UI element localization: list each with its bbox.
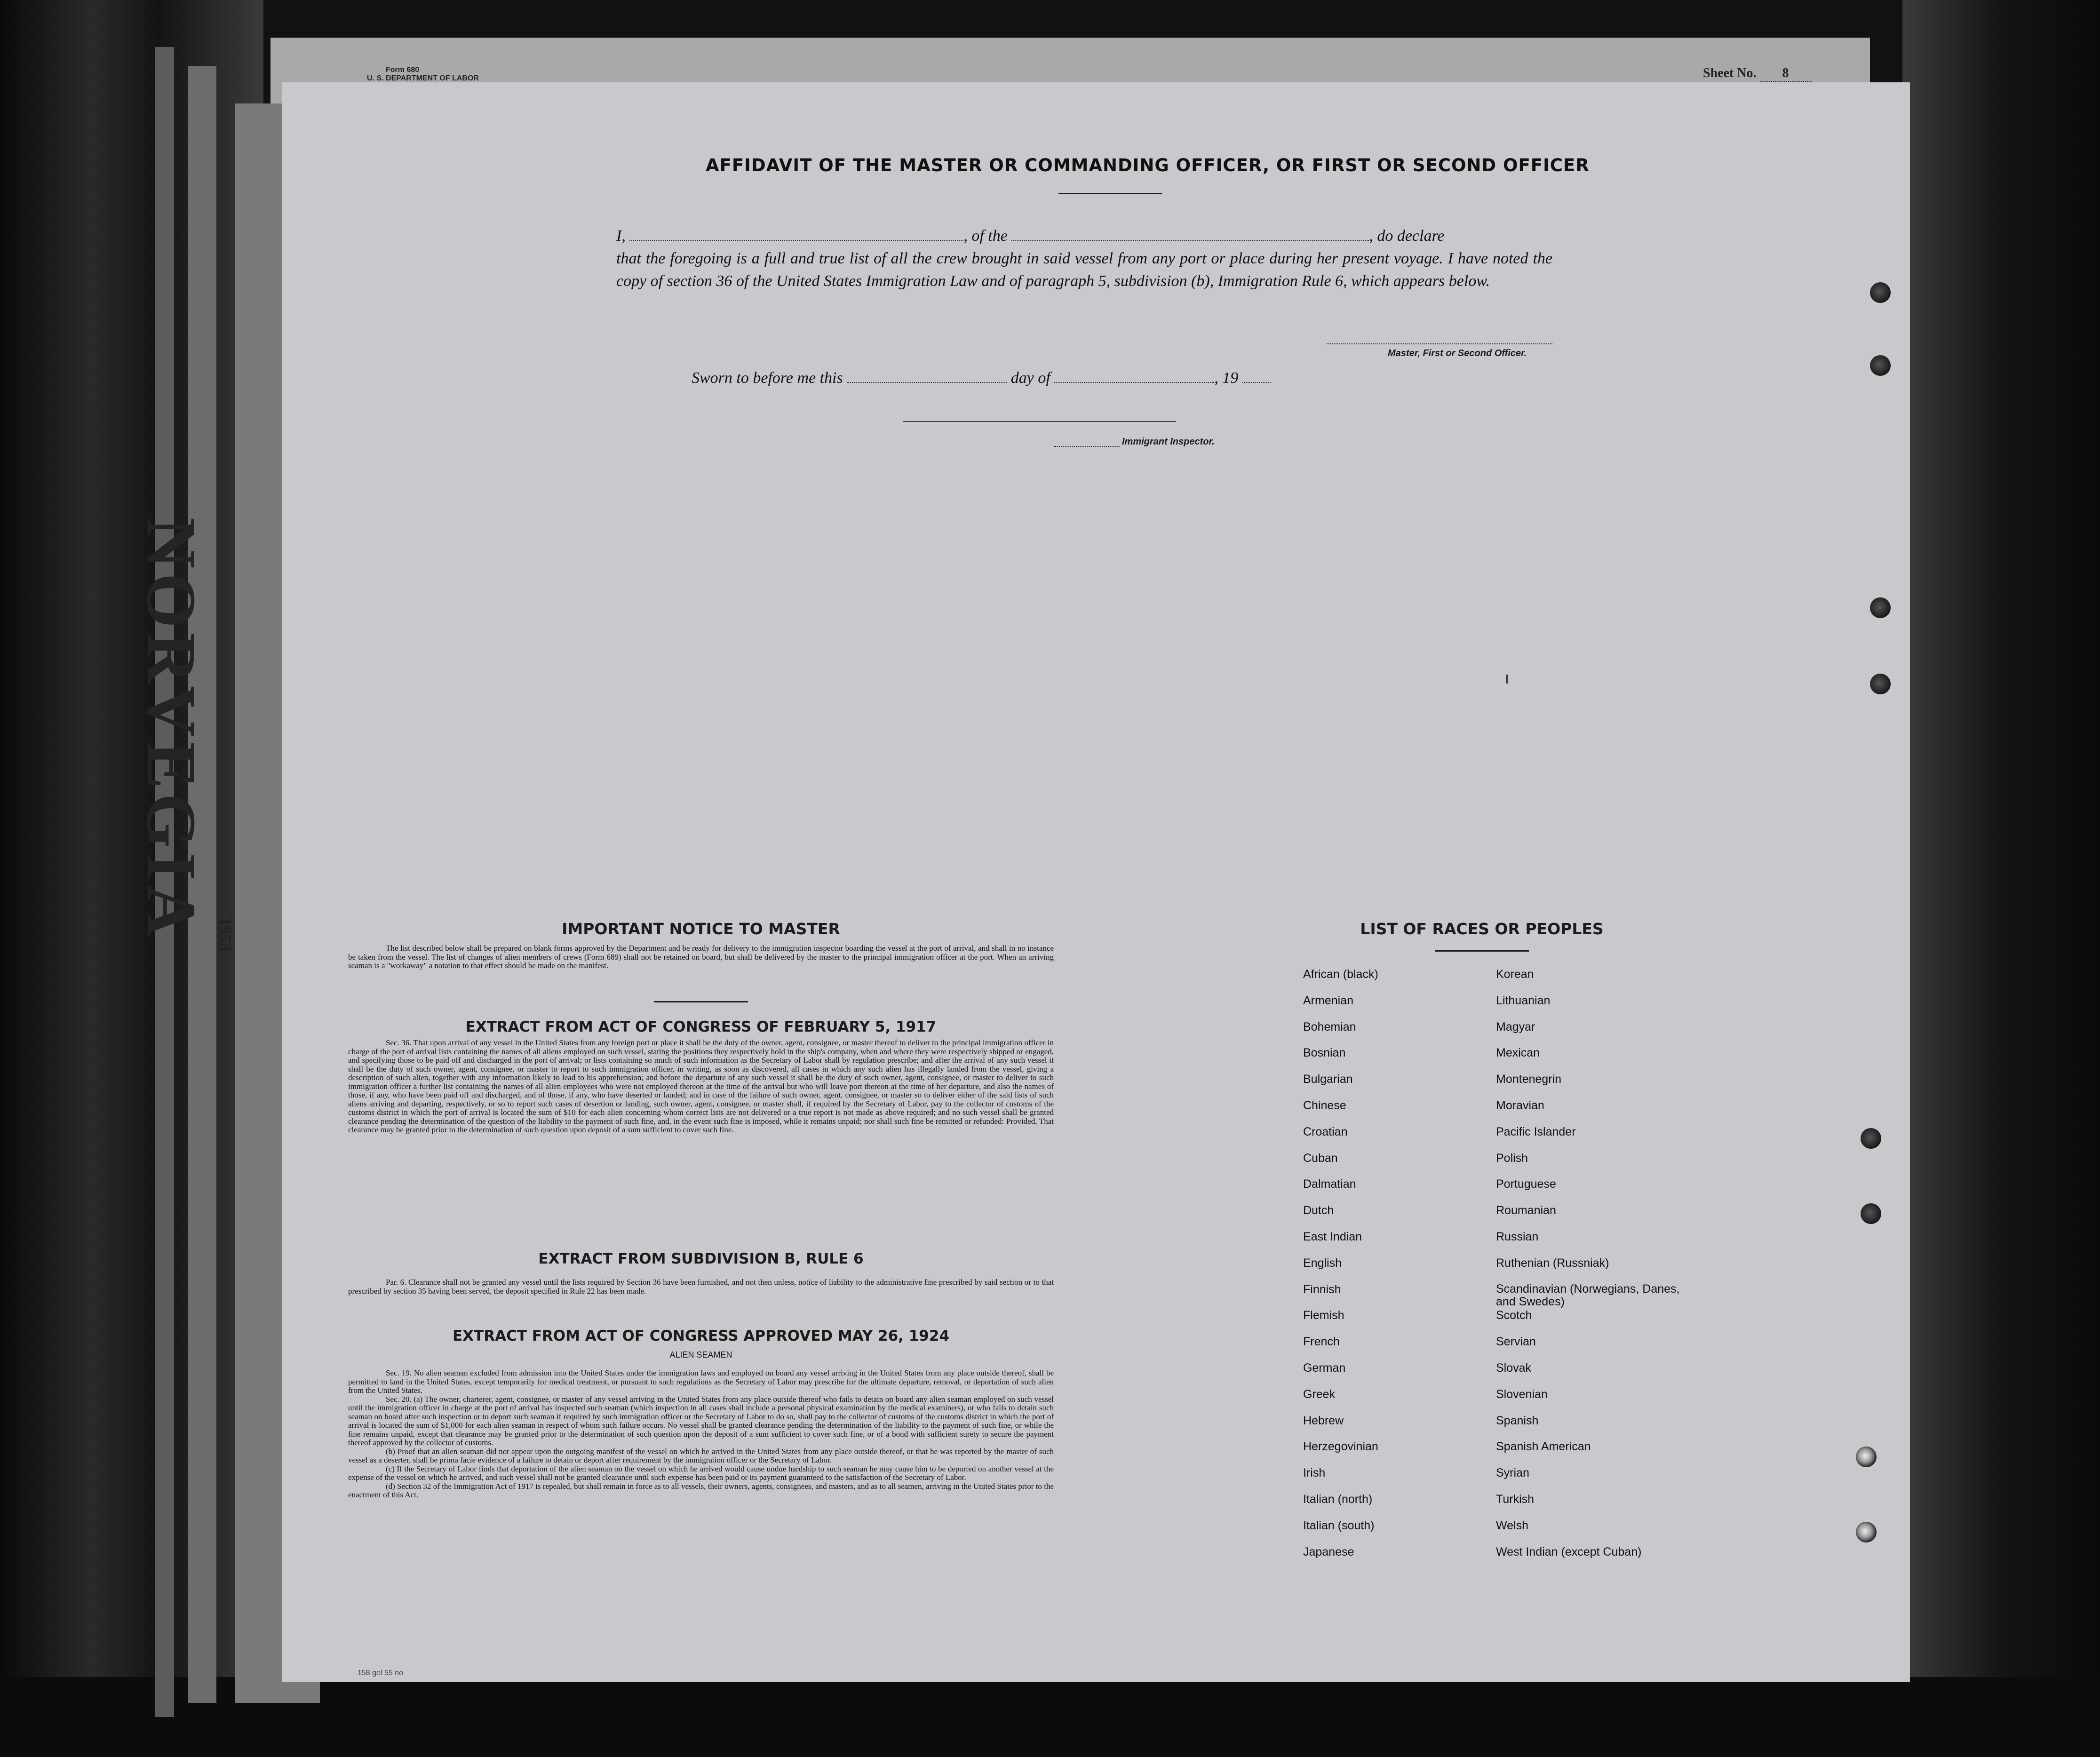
- race-item: Irish: [1303, 1466, 1326, 1480]
- races-title-rule: [1435, 950, 1529, 952]
- punch-hole: [1870, 282, 1891, 303]
- race-item: African (black): [1303, 968, 1378, 981]
- vessel-name-blank[interactable]: [1011, 228, 1369, 241]
- sheet-number-field: [1703, 66, 1812, 82]
- extract-rule6-text: Par. 6. Clearance shall not be granted any vessel until the lists required by Section 36 have been furnished, and not then unless, notice of liability to the administrative fine prescribed by said section or to that prescribed by section 35 having been served, the deposit specified in Rule 22 has been made.: [348, 1278, 1054, 1296]
- race-item: Syrian: [1496, 1466, 1529, 1480]
- race-item: Turkish: [1496, 1492, 1535, 1506]
- punch-hole: [1870, 597, 1891, 618]
- back-sheet-header: [367, 66, 479, 83]
- bottom-tag: 158 gel 55 no: [358, 1669, 403, 1677]
- master-name-blank[interactable]: [629, 228, 963, 241]
- punch-hole: [1870, 355, 1891, 376]
- race-item: Flemish: [1303, 1309, 1344, 1322]
- race-item: Slovenian: [1496, 1387, 1548, 1401]
- inspector-dots: [1054, 446, 1120, 447]
- races-left-column: [1303, 968, 1482, 1571]
- stray-mark: I: [1505, 672, 1509, 686]
- race-item: Finnish: [1303, 1282, 1341, 1296]
- race-item: Dutch: [1303, 1204, 1334, 1217]
- race-item: Italian (north): [1303, 1492, 1373, 1506]
- extract-1924-title: EXTRACT FROM ACT OF CONGRESS APPROVED MAY 26, 1924: [452, 1328, 950, 1344]
- sheet-number-label: Sheet No.: [1703, 66, 1757, 80]
- affidavit-body: [616, 225, 1557, 293]
- affidavit-of-the: , of the: [963, 227, 1008, 245]
- sworn-day-of: day of: [1010, 369, 1050, 387]
- race-item: Croatian: [1303, 1125, 1348, 1138]
- extract-1924-paragraph: (c) If the Secretary of Labor finds that deportation of the alien seaman on the vessel on which he arrived would cause undue hardship to such seaman he may cause him to be deported on another vessel at the expense of the vessel on which he arrived, and such vessel shall not be granted clearance until such expense has been paid or its payment guaranteed to the satisfaction of the Secretary of Labor.: [348, 1464, 1054, 1482]
- race-item: Servian: [1496, 1335, 1536, 1349]
- race-item: German: [1303, 1361, 1346, 1375]
- master-signature-line[interactable]: [1327, 343, 1552, 344]
- extract-1924-paragraph: (d) Section 32 of the Immigration Act of 1917 is repealed, but shall remain in force as to all vessels, their owners, agents, consignees, and masters, and as to all seamen, arriving in the United States prior to the enactment of this Act.: [348, 1481, 1054, 1499]
- race-item: Pacific Islander: [1496, 1125, 1576, 1138]
- race-item: Armenian: [1303, 994, 1353, 1007]
- race-item: East Indian: [1303, 1230, 1362, 1243]
- punch-hole: [1861, 1203, 1881, 1224]
- form-label: Form 680: [386, 66, 420, 74]
- notice-text: The list described below shall be prepared on blank forms approved by the Department and be ready for delivery to the immigration inspector boarding the vessel at the port of arrival, and shall in no instance be taken from the vessel. The list of changes of alien members of crews (Form 689) shall not be retained on board, but shall be delivered by the master to the principal immigration officer at the port. When an arriving seaman is a "workaway" a notation to that effect should be made on the manifest.: [348, 944, 1054, 970]
- race-item: Spanish American: [1496, 1440, 1591, 1454]
- race-item: Spanish: [1496, 1414, 1539, 1427]
- race-item: Lithuanian: [1496, 994, 1551, 1007]
- race-item: Bohemian: [1303, 1020, 1356, 1034]
- race-item: Ruthenian (Russniak): [1496, 1256, 1609, 1270]
- sworn-prefix: Sworn to before me this: [692, 369, 843, 387]
- extract-rule6-title: EXTRACT FROM SUBDIVISION B, RULE 6: [538, 1250, 864, 1267]
- race-item: Chinese: [1303, 1098, 1346, 1112]
- extract-1924-paragraph: (b) Proof that an alien seaman did not appear upon the outgoing manifest of the vessel on which he arrived in the United States from any place outside thereof, or that he was reported by the master of such vessel as a deserter, shall be prima facie evidence of a failure to detain or deport after requirement by the immigration officer or the Secretary of Labor.: [348, 1447, 1054, 1464]
- extract-1917-title: EXTRACT FROM ACT OF CONGRESS OF FEBRUARY 5, 1917: [465, 1018, 937, 1035]
- race-item: French: [1303, 1335, 1340, 1349]
- master-signature-label: Master, First or Second Officer.: [1388, 348, 1527, 358]
- sworn-year: , 19: [1214, 369, 1239, 387]
- title-rule: [1058, 193, 1162, 194]
- dept-label: U. S. DEPARTMENT OF LABOR: [367, 74, 479, 82]
- race-item: Montenegrin: [1496, 1073, 1561, 1086]
- inspector-label: Immigrant Inspector.: [1122, 437, 1215, 447]
- punch-hole: [1870, 674, 1891, 694]
- punch-hole: [1856, 1522, 1877, 1542]
- affidavit-i: I,: [616, 227, 626, 245]
- race-item: Cuban: [1303, 1151, 1338, 1165]
- race-item: Portuguese: [1496, 1177, 1556, 1191]
- race-item: Italian (south): [1303, 1518, 1375, 1532]
- race-item: Scotch: [1496, 1309, 1532, 1322]
- side-stamp: 1953: [216, 917, 235, 951]
- race-item: Scandinavian (Norwegians, Danes, and Swedes): [1496, 1282, 1680, 1308]
- race-item: Slovak: [1496, 1361, 1532, 1375]
- affidavit-statement: that the foregoing is a full and true list of all the crew brought in said vessel from any port or place during her present voyage. I have noted the copy of section 36 of the United States Immigration Law and of paragraph 5, subdivision (b), Immigration Rule 6, which appears below.: [616, 250, 1552, 290]
- race-item: Korean: [1496, 968, 1534, 981]
- notice-title: IMPORTANT NOTICE TO MASTER: [562, 920, 840, 938]
- race-item: English: [1303, 1256, 1342, 1270]
- sworn-month-blank[interactable]: [1054, 371, 1214, 383]
- sworn-day-blank[interactable]: [847, 371, 1007, 383]
- race-item: Welsh: [1496, 1518, 1529, 1532]
- sworn-year-blank[interactable]: [1242, 371, 1271, 383]
- sworn-line: [692, 369, 1271, 387]
- race-item: Greek: [1303, 1387, 1336, 1401]
- alien-seamen-subtitle: ALIEN SEAMEN: [669, 1350, 732, 1359]
- affidavit-declare: , do declare: [1369, 227, 1445, 245]
- race-item: Herzegovinian: [1303, 1440, 1378, 1454]
- race-item: Moravian: [1496, 1098, 1544, 1112]
- affidavit-title: AFFIDAVIT OF THE MASTER OR COMMANDING OFFICER, OR FIRST OR SECOND OFFICER: [706, 155, 1590, 175]
- races-title: LIST OF RACES OR PEOPLES: [1360, 920, 1604, 938]
- race-item: Russian: [1496, 1230, 1539, 1243]
- race-item: Mexican: [1496, 1046, 1540, 1060]
- background-right: [1902, 0, 2100, 1757]
- inspector-signature-line[interactable]: [903, 421, 1176, 422]
- section-rule: [654, 1001, 748, 1002]
- race-item: Dalmatian: [1303, 1177, 1356, 1191]
- race-item: Hebrew: [1303, 1414, 1344, 1427]
- race-item: Magyar: [1496, 1020, 1535, 1034]
- extract-1924-paragraph: Sec. 20. (a) The owner, charterer, agent, consignee, or master of any vessel arriving in the United States from any place outside thereof who fails to detain on board any alien seaman employed on such vessel until the immigration officer in charge at the port of arrival has inspected such seaman (which inspection in all cases shall include a personal physical examination by the medical examiners), or who fails to detain such seaman on board after such inspection or to deport such seaman if required by such immigration officer or the Secretary of Labor to do so, shall pay to the collector of customs of the customs district in which the port of arrival is located the sum of $1,000 for each alien seaman in respect of whom such failure occurs. No vessel shall be granted clearance pending the determination of the liability to the payment of such fine, or while the fine remains unpaid, except that clearance may be granted prior to the determination of such question upon the deposit of a sum sufficient to cover such fine, or of a bond with sufficient surety to secure the payment thereof approved by the collector of customs.: [348, 1394, 1054, 1447]
- race-item: Polish: [1496, 1151, 1528, 1165]
- punch-hole: [1856, 1447, 1877, 1467]
- race-item: Bulgarian: [1303, 1073, 1353, 1086]
- extract-1924-paragraph: Sec. 19. No alien seaman excluded from admission into the United States under the immigration laws and employed on board any vessel arriving in the United States from any place outside thereof, shall be permitted to land in the United States, except temporarily for medical treatment, or pursuant to such regulations as the Secretary of Labor may prescribe for the ultimate departure, removal, or deportation of such alien from the United States.: [348, 1368, 1054, 1395]
- underlying-ledger-writing: NORVEGIA: [132, 517, 210, 941]
- race-item: Japanese: [1303, 1545, 1354, 1558]
- race-item: Bosnian: [1303, 1046, 1346, 1060]
- sheet-number-value: 8: [1760, 66, 1812, 82]
- extract-1917-text: Sec. 36. That upon arrival of any vessel in the United States from any foreign port or place it shall be the duty of the owner, agent, consignee, or master thereof to deliver to the principal immigration officer in charge of the port of arrival lists containing the names of all aliens employed on such vessel, stating the positions they respectively hold in the ship's company, when and where they were respectively shipped or engaged, and specifying those to be paid off and discharged in the port of arrival; or lists containing so much of such information as the Secretary of Labor shall by regulation prescribe; and after the arrival of any such vessel it shall be the duty of such owner, agent, consignee, or master to report to such immigration officer, in writing, as soon as discovered, all cases in which any such alien has illegally landed from the vessel, giving a description of such alien, together with any information likely to lead to his apprehension; and before the departure of any such vessel it shall be the duty of such owner, agent, consignee, or master to deliver to such immigration officer a further list containing the names of all alien employees who were not employed thereon at the time of the arrival but who will leave port thereon at the time of her departure, and also the names of those, if any, who have been paid off and discharged, and of those, if any, who have deserted or landed; and in case of the failure of such owner, agent, consignee, or master so to deliver either of the said lists of such aliens arriving and departing, respectively, or so to report such cases of desertion or landing, such owner, agent, consignee, or master shall, if required by the Secretary of Labor, pay to the collector of customs of the customs district in which the port of arrival is located the sum of $10 for each alien concerning whom correct lists are not delivered or a true report is not made as above required; and no such vessel shall be granted clearance pending the determination of the question of the liability to the payment of such fine, and, in the event such fine is imposed, while it remains unpaid; nor shall such fine be remitted or refunded: Provided, That clearance may be granted prior to the determination of such question upon deposit of a sum sufficient to cover such fine.: [348, 1038, 1054, 1134]
- races-right-column: [1496, 968, 1694, 1571]
- affidavit-first-line: [616, 225, 1557, 247]
- race-item: Roumanian: [1496, 1204, 1556, 1217]
- punch-hole: [1861, 1128, 1881, 1149]
- extract-1924-text: [348, 1369, 1054, 1500]
- race-item: West Indian (except Cuban): [1496, 1545, 1642, 1558]
